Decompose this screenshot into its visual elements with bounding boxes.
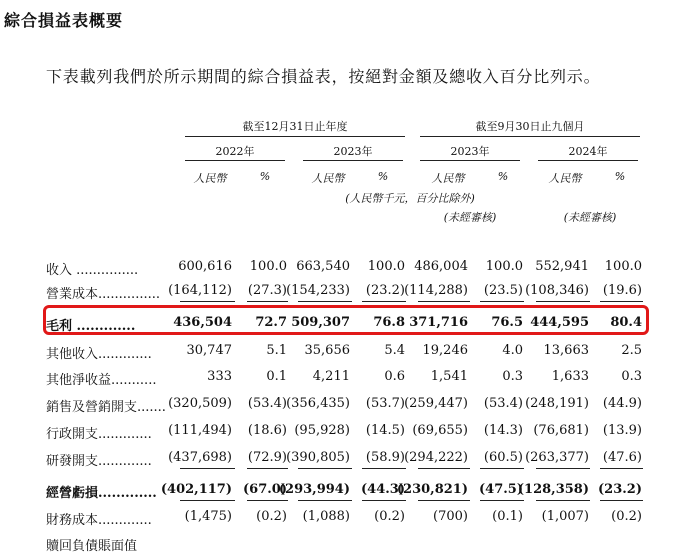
table-row — [0, 507, 676, 529]
total-underline — [480, 468, 524, 469]
unaudited-label: (未經審核) — [443, 211, 497, 224]
row-label: 銷售及營銷開支....... — [46, 400, 166, 415]
amount-cell: (111,494) — [168, 423, 232, 438]
amount-cell: 1,541 — [430, 369, 468, 384]
amount-cell: 19,246 — [422, 343, 468, 358]
percent-cell: (14.3) — [483, 423, 523, 438]
row-label: 收入 ............... — [46, 263, 139, 278]
row-label: 營業成本............... — [46, 287, 160, 302]
amount-cell: 4,211 — [312, 369, 350, 384]
percent-cell: (58.9) — [365, 450, 405, 465]
group-rule — [185, 136, 405, 137]
percent-label: % — [377, 170, 389, 183]
percent-cell: (44.3) — [361, 482, 405, 497]
percent-cell: (18.6) — [247, 423, 287, 438]
percent-cell: (13.9) — [602, 423, 642, 438]
group-rule — [420, 136, 640, 137]
percent-cell: 0.1 — [266, 369, 287, 384]
table-row — [0, 281, 676, 303]
year-rule — [538, 160, 638, 161]
row-label: 贖回負債賬面值 — [46, 539, 138, 554]
total-underline — [600, 468, 643, 469]
percent-cell: (60.5) — [483, 450, 523, 465]
table-row — [0, 341, 676, 363]
total-underline — [418, 468, 470, 469]
amount-cell: 663,540 — [296, 259, 350, 274]
amount-cell: (293,994) — [278, 482, 350, 497]
amount-cell: 35,656 — [304, 343, 350, 358]
amount-cell: (700) — [433, 509, 468, 524]
row-label: 財務成本............. — [46, 513, 152, 528]
percent-cell: (53.7) — [365, 396, 405, 411]
total-underline — [247, 468, 288, 469]
total-underline — [536, 468, 590, 469]
amount-cell: (437,698) — [168, 450, 232, 465]
amount-cell: 436,504 — [173, 315, 232, 330]
percent-cell: 5.4 — [384, 343, 405, 358]
amount-cell: 30,747 — [186, 343, 232, 358]
amount-cell: (402,117) — [160, 482, 232, 497]
year-header: 2024年 — [568, 145, 608, 158]
percent-label: % — [497, 170, 509, 183]
group-header-nine-months: 截至9月30日止九個月 — [475, 120, 585, 133]
percent-cell: 76.5 — [491, 315, 523, 330]
intro-text: 下表載列我們於所示期間的綜合損益表，按絕對金額及總收入百分比列示。 — [46, 67, 601, 86]
percent-cell: 80.4 — [610, 315, 642, 330]
percent-cell: 100.0 — [604, 259, 642, 274]
amount-cell: (1,007) — [541, 509, 589, 524]
table-row — [0, 421, 676, 443]
total-underline — [247, 500, 288, 501]
percent-cell: (53.4) — [247, 396, 287, 411]
amount-cell: (128,358) — [517, 482, 589, 497]
percent-cell: 0.3 — [621, 369, 642, 384]
percent-cell: 100.0 — [367, 259, 405, 274]
amount-cell: 486,004 — [414, 259, 468, 274]
amount-cell: (108,346) — [525, 283, 589, 298]
percent-cell: 76.8 — [373, 315, 405, 330]
page-title: 綜合損益表概要 — [4, 11, 124, 30]
percent-cell: (44.9) — [602, 396, 642, 411]
percent-cell: (23.5) — [483, 283, 523, 298]
unaudited-label: (未經審核) — [563, 211, 617, 224]
total-underline — [298, 500, 352, 501]
year-header: 2022年 — [215, 145, 255, 158]
amount-cell: (320,509) — [168, 396, 232, 411]
currency-label: 人民幣 — [193, 172, 227, 185]
units-note: (人民幣千元，百分比除外) — [345, 192, 475, 205]
amount-cell: (114,288) — [404, 283, 468, 298]
total-underline — [362, 500, 406, 501]
row-label: 行政開支............. — [46, 427, 152, 442]
table-row — [0, 394, 676, 416]
percent-cell: (19.6) — [602, 283, 642, 298]
percent-cell: (0.2) — [374, 509, 405, 524]
percent-cell: 0.3 — [502, 369, 523, 384]
amount-cell: 509,307 — [291, 315, 350, 330]
gross-profit-highlight — [43, 305, 649, 335]
row-label: 經營虧損............. — [46, 486, 157, 501]
total-underline — [600, 500, 643, 501]
amount-cell: 444,595 — [530, 315, 589, 330]
total-underline — [298, 301, 352, 302]
total-underline — [247, 301, 288, 302]
total-underline — [362, 468, 406, 469]
percent-cell: (67.0) — [243, 482, 287, 497]
currency-label: 人民幣 — [311, 172, 345, 185]
total-underline — [180, 468, 235, 469]
table-row — [0, 367, 676, 389]
total-underline — [600, 301, 643, 302]
percent-cell: 2.5 — [621, 343, 642, 358]
row-label: 毛利 ............. — [46, 319, 136, 334]
total-underline — [536, 500, 590, 501]
percent-cell: 72.7 — [255, 315, 287, 330]
amount-cell: 552,941 — [535, 259, 589, 274]
percent-cell: (47.6) — [602, 450, 642, 465]
percent-cell: (0.2) — [611, 509, 642, 524]
amount-cell: (154,233) — [286, 283, 350, 298]
percent-cell: (0.1) — [492, 509, 523, 524]
row-label: 其他收入............. — [46, 347, 152, 362]
percent-cell: (47.5) — [479, 482, 523, 497]
amount-cell: 600,616 — [178, 259, 232, 274]
group-header-full-year: 截至12月31日止年度 — [242, 120, 348, 133]
currency-label: 人民幣 — [548, 172, 582, 185]
total-underline — [418, 500, 470, 501]
percent-label: % — [614, 170, 626, 183]
percent-cell: 100.0 — [249, 259, 287, 274]
amount-cell: 1,633 — [551, 369, 589, 384]
percent-cell: (27.3) — [247, 283, 287, 298]
amount-cell: (1,088) — [302, 509, 350, 524]
amount-cell: (259,447) — [404, 396, 468, 411]
total-underline — [180, 301, 235, 302]
percent-cell: 5.1 — [266, 343, 287, 358]
amount-cell: (294,222) — [404, 450, 468, 465]
total-underline — [480, 301, 524, 302]
amount-cell: 333 — [207, 369, 232, 384]
amount-cell: (248,191) — [525, 396, 589, 411]
total-underline — [362, 301, 406, 302]
amount-cell: (390,805) — [286, 450, 350, 465]
percent-cell: 100.0 — [485, 259, 523, 274]
amount-cell: (76,681) — [533, 423, 589, 438]
total-underline — [180, 500, 235, 501]
table-row — [0, 533, 676, 555]
amount-cell: 13,663 — [543, 343, 589, 358]
percent-cell: (14.5) — [365, 423, 405, 438]
amount-cell: (230,821) — [396, 482, 468, 497]
amount-cell: (69,655) — [412, 423, 468, 438]
percent-cell: 4.0 — [502, 343, 523, 358]
total-underline — [298, 468, 352, 469]
table-row — [0, 480, 676, 502]
amount-cell: (1,475) — [184, 509, 232, 524]
amount-cell: 371,716 — [409, 315, 468, 330]
row-label: 其他淨收益........... — [46, 373, 157, 388]
year-rule — [420, 160, 520, 161]
year-rule — [303, 160, 403, 161]
percent-cell: 0.6 — [384, 369, 405, 384]
total-underline — [536, 301, 590, 302]
amount-cell: (356,435) — [286, 396, 350, 411]
percent-cell: (23.2) — [598, 482, 642, 497]
year-header: 2023年 — [450, 145, 490, 158]
amount-cell: (164,112) — [168, 283, 232, 298]
percent-cell: (23.2) — [365, 283, 405, 298]
year-header: 2023年 — [333, 145, 373, 158]
percent-cell: (53.4) — [483, 396, 523, 411]
table-row — [0, 448, 676, 470]
percent-cell: (0.2) — [256, 509, 287, 524]
percent-label: % — [259, 170, 271, 183]
amount-cell: (95,928) — [294, 423, 350, 438]
table-row — [0, 257, 676, 279]
row-label: 研發開支............. — [46, 454, 152, 469]
year-rule — [185, 160, 285, 161]
percent-cell: (72.9) — [247, 450, 287, 465]
amount-cell: (263,377) — [525, 450, 589, 465]
total-underline — [418, 301, 470, 302]
total-underline — [480, 500, 524, 501]
currency-label: 人民幣 — [431, 172, 465, 185]
